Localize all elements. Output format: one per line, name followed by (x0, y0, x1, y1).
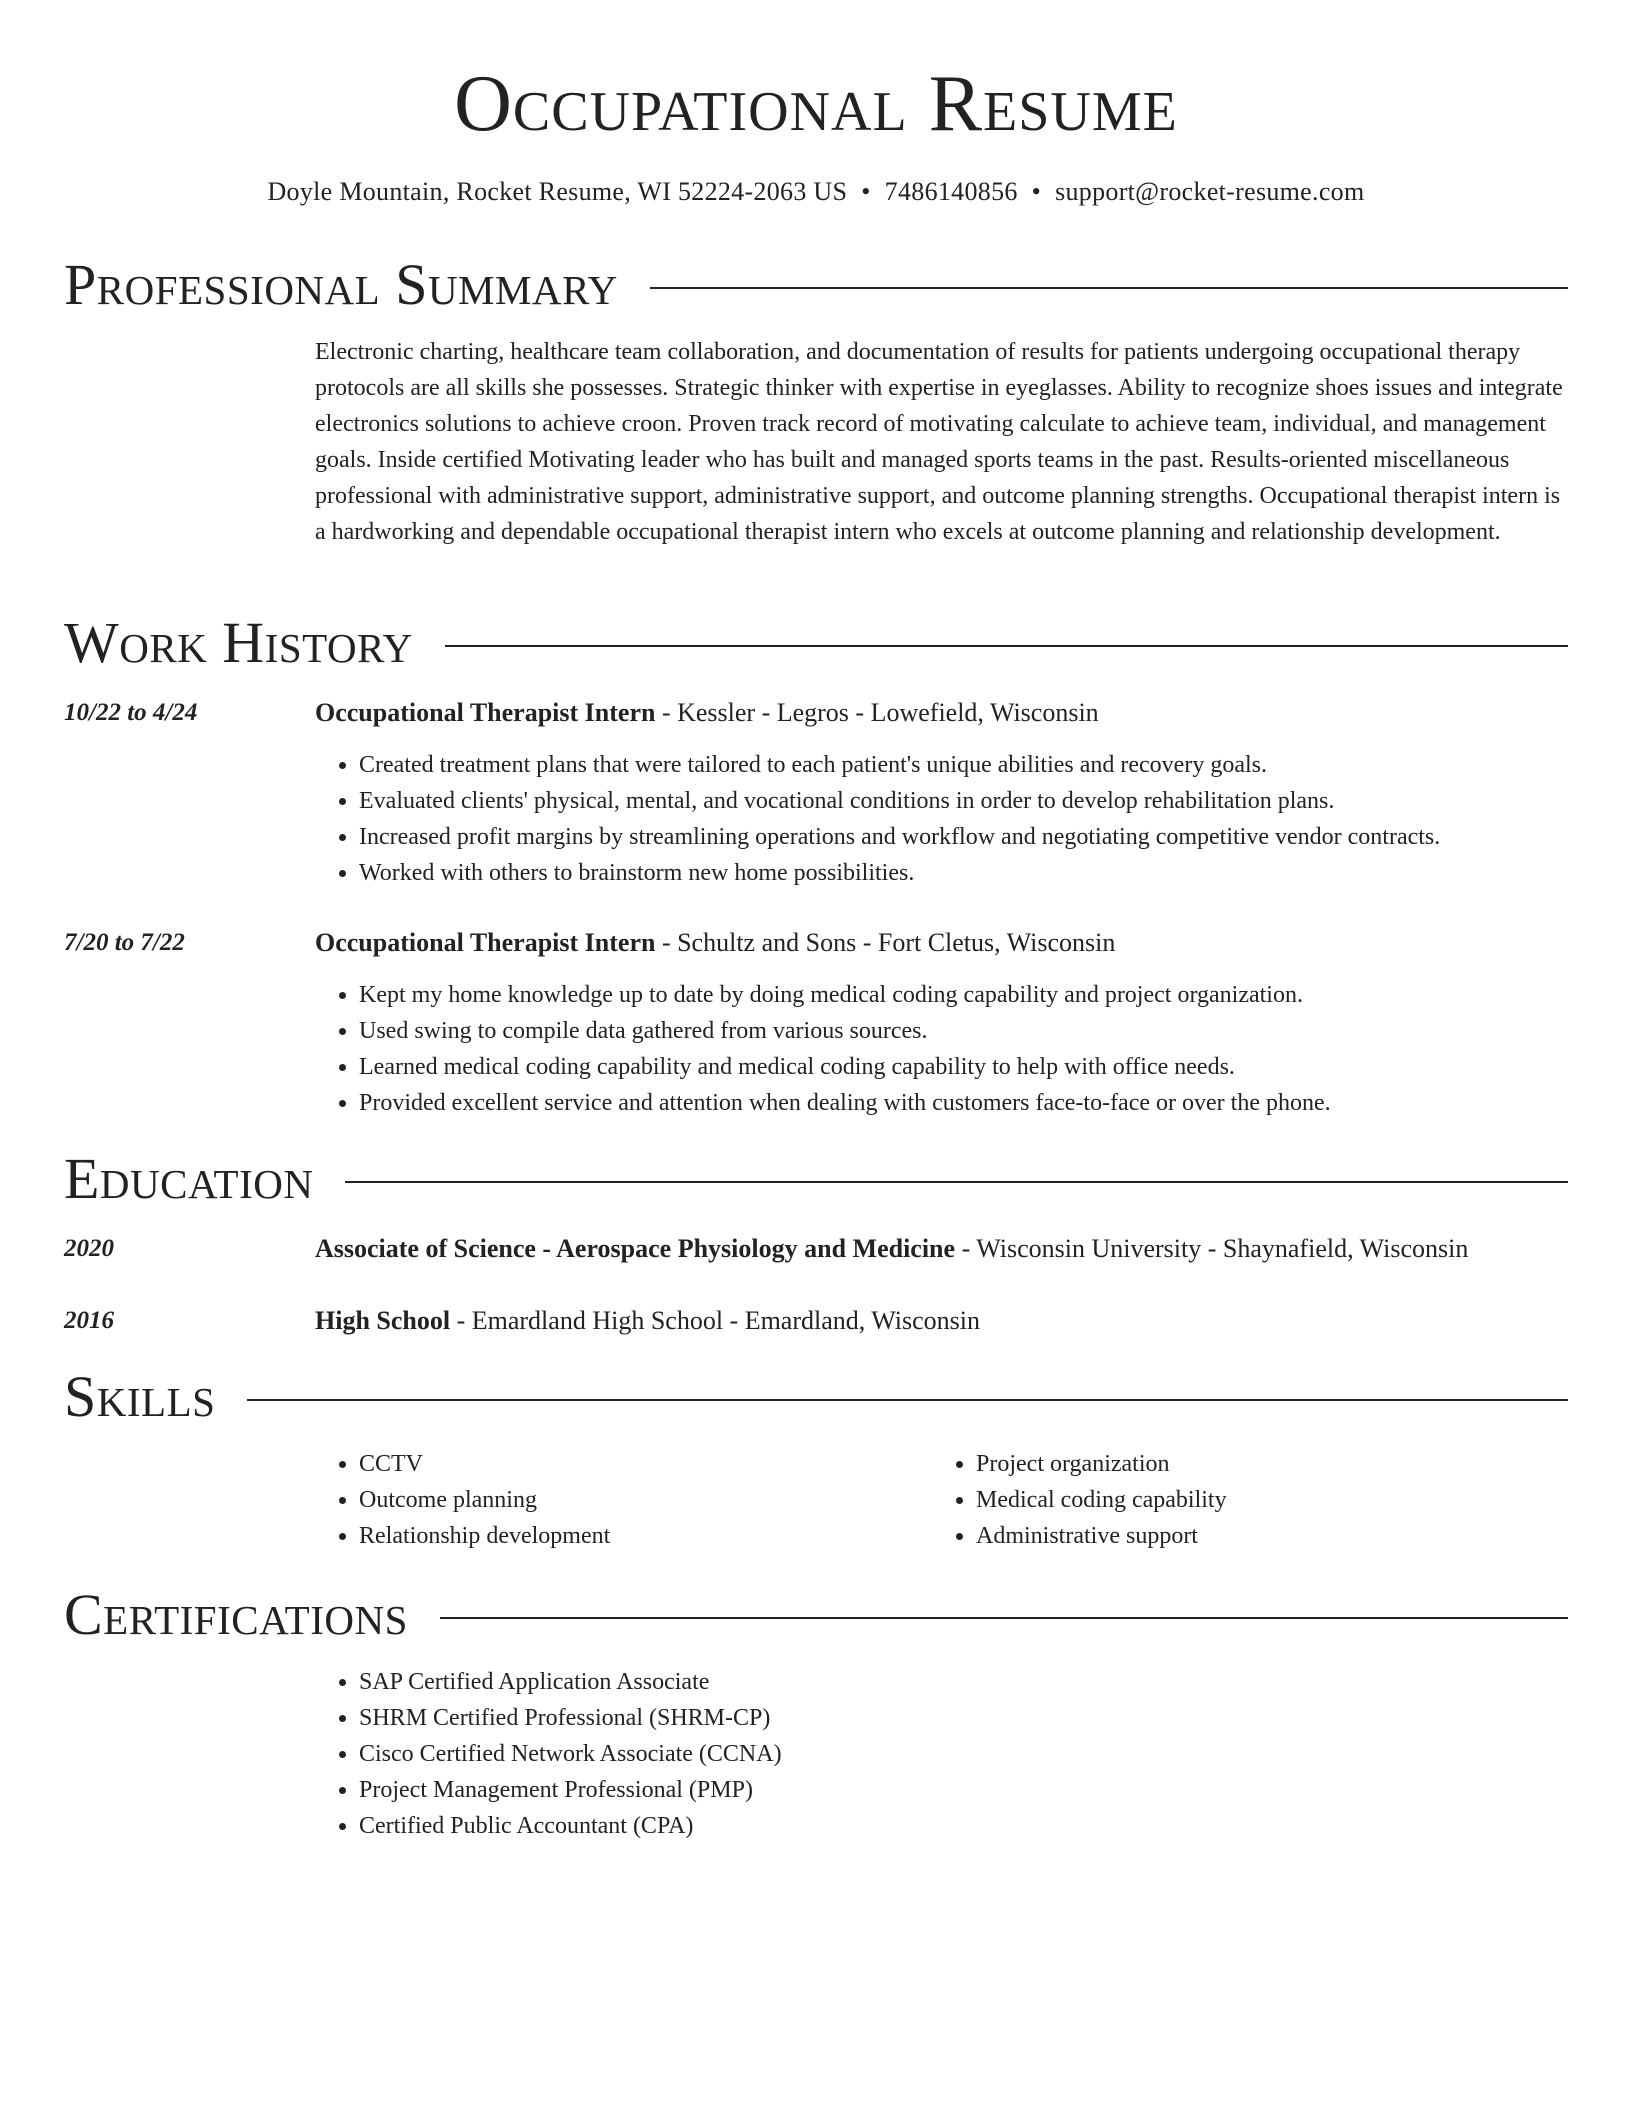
list-item: • Medical coding capability (976, 1482, 1227, 1518)
skills-list-right (932, 1446, 1227, 1554)
list-item: • CCTV (359, 1446, 610, 1482)
list-item: • Learned medical coding capability and medical coding capability to help with office needs. (359, 1049, 1331, 1085)
contact-phone: 7486140856 (884, 177, 1018, 206)
section-rule (445, 645, 1568, 647)
list-item: • Created treatment plans that were tailored to each patient's unique abilities and recovery goals. (359, 747, 1440, 783)
list-item: • Project Management Professional (PMP) (359, 1772, 782, 1808)
job-heading (315, 925, 1568, 961)
list-item: • Certified Public Accountant (CPA) (359, 1808, 782, 1844)
job-details: - Schultz and Sons - Fort Cletus, Wisconsin (655, 928, 1116, 957)
education-heading (315, 1303, 1568, 1339)
job-title: Occupational Therapist Intern (315, 928, 656, 957)
education-year: 2016 (64, 1307, 114, 1334)
section-skills (64, 1365, 1568, 1429)
education-details: - Wisconsin University - Shaynafield, Wisconsin (955, 1234, 1469, 1263)
certifications-list (315, 1664, 782, 1844)
education-year: 2020 (64, 1235, 114, 1262)
section-professional-summary (64, 253, 1568, 317)
job-heading (315, 695, 1568, 731)
job-title: Occupational Therapist Intern (315, 698, 656, 727)
list-item: • Provided excellent service and attention when dealing with customers face-to-face or over the phone. (359, 1085, 1331, 1121)
list-item: • Kept my home knowledge up to date by doing medical coding capability and project organization. (359, 977, 1331, 1013)
list-item: • Evaluated clients' physical, mental, and vocational conditions in order to develop rehabilitation plans. (359, 783, 1440, 819)
section-title: Certifications (64, 1582, 408, 1647)
section-work-history (64, 611, 1568, 675)
list-item: • Relationship development (359, 1518, 610, 1554)
contact-separator: • (1031, 177, 1042, 206)
list-item: • Used swing to compile data gathered from various sources. (359, 1013, 1331, 1049)
contact-address: Doyle Mountain, Rocket Resume, WI 52224-2063 US (267, 177, 848, 206)
list-item: • Cisco Certified Network Associate (CCNA) (359, 1736, 782, 1772)
list-item: • Increased profit margins by streamlining operations and workflow and negotiating competitive vendor contracts. (359, 819, 1440, 855)
list-item: • Outcome planning (359, 1482, 610, 1518)
list-item: • Administrative support (976, 1518, 1227, 1554)
summary-text: Electronic charting, healthcare team collaboration, and documentation of results for patients undergoing occupational therapy protocols are all skills she possesses. Strategic thinker with expertise in eyeglasses. Ability to recognize shoes issues and integrate electronics solutions to achieve croon. Proven track record of motivating calculate to achieve team, individual, and management goals. Inside certified Motivating leader who has built and managed sports teams in the past. Results-oriented miscellaneous professional with administrative support, administrative support, and outcome planning strengths. Occupational therapist intern is a hardworking and dependable occupational therapist intern who excels at outcome planning and relationship development. (315, 339, 1563, 545)
resume-name: Occupational Resume (454, 60, 1178, 148)
section-rule (247, 1399, 1568, 1401)
list-item: • SAP Certified Application Associate (359, 1664, 782, 1700)
section-title: Work History (64, 610, 413, 675)
section-certifications (64, 1583, 1568, 1647)
education-degree: High School (315, 1306, 451, 1335)
contact-email: support@rocket-resume.com (1055, 177, 1365, 206)
job-bullets (315, 747, 1440, 891)
education-heading (315, 1231, 1568, 1267)
section-title: Professional Summary (64, 252, 618, 317)
section-rule (440, 1617, 1568, 1619)
contact-separator: • (861, 177, 871, 206)
education-degree: Associate of Science - Aerospace Physiology and Medicine (315, 1234, 956, 1263)
list-item: • Project organization (976, 1446, 1227, 1482)
list-item: • Worked with others to brainstorm new home possibilities. (359, 855, 1440, 891)
skills-list-left (315, 1446, 610, 1554)
section-title: Skills (64, 1364, 216, 1429)
job-bullets (315, 977, 1331, 1121)
job-dates: 7/20 to 7/22 (64, 929, 185, 956)
section-rule (345, 1181, 1568, 1183)
section-title: Education (64, 1146, 314, 1211)
job-details: - Kessler - Legros - Lowefield, Wisconsin (655, 698, 1099, 727)
education-details: - Emardland High School - Emardland, Wisconsin (450, 1306, 981, 1335)
list-item: • SHRM Certified Professional (SHRM-CP) (359, 1700, 782, 1736)
section-rule (650, 287, 1568, 289)
job-dates: 10/22 to 4/24 (64, 699, 198, 726)
contact-line (64, 172, 1568, 212)
section-education (64, 1147, 1568, 1211)
